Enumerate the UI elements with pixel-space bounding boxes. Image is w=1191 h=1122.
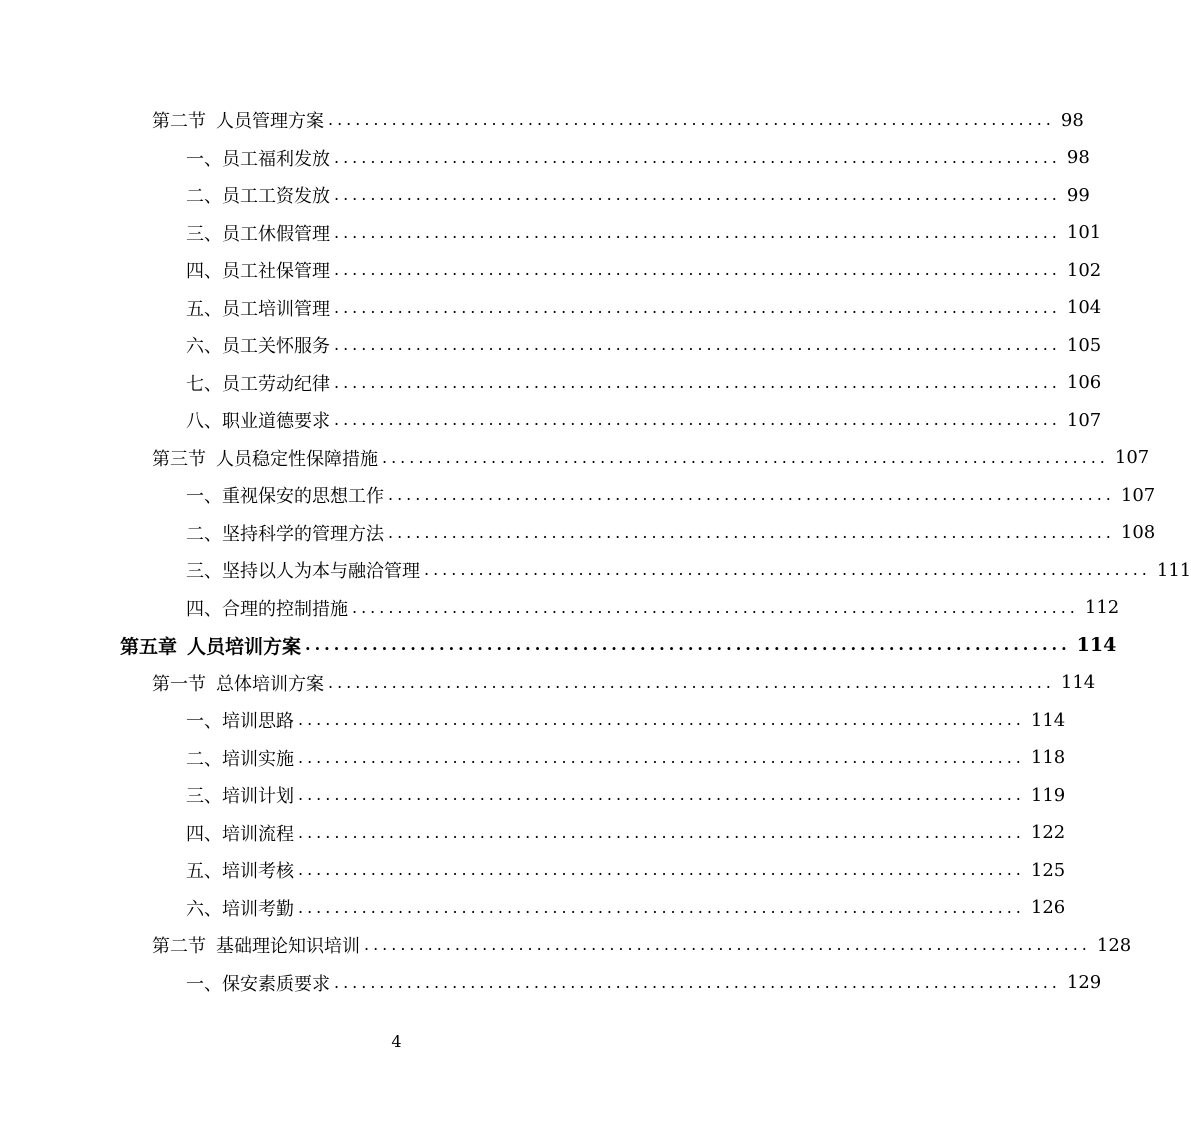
dot-leader: ................................................................................ bbox=[298, 860, 1025, 879]
toc-entry-page: 105 bbox=[1066, 334, 1102, 356]
toc-entry-label bbox=[186, 782, 298, 808]
toc-entry-title: 员工关怀服务 bbox=[222, 336, 330, 357]
toc-entry-page: 107 bbox=[1120, 484, 1156, 506]
dot-leader: ................................................................................ bbox=[298, 785, 1025, 804]
dot-leader: ................................................................................ bbox=[352, 597, 1079, 617]
toc-entry-item[interactable] bbox=[186, 818, 1066, 848]
toc-entry-page: 122 bbox=[1030, 822, 1066, 843]
toc-entry-item[interactable] bbox=[186, 705, 1066, 735]
dot-leader: ................................................................................ bbox=[334, 372, 1061, 392]
dot-leader: ................................................................................ bbox=[334, 222, 1061, 242]
toc-entry-page: 111 bbox=[1156, 559, 1191, 581]
toc-entry-label bbox=[152, 445, 382, 471]
toc-entry-title: 职业道德要求 bbox=[222, 411, 330, 432]
toc-entry-prefix: 一、 bbox=[186, 711, 222, 732]
toc-entry-title: 坚持科学的管理方法 bbox=[222, 523, 384, 545]
toc-entry-prefix: 四、 bbox=[186, 823, 222, 845]
toc-entry-prefix: 三、 bbox=[186, 561, 222, 582]
dot-leader: ................................................................................ bbox=[334, 335, 1061, 354]
toc-entry-title: 基础理论知识培训 bbox=[216, 936, 360, 957]
toc-entry-item[interactable] bbox=[186, 255, 1102, 285]
toc-entry-page: 114 bbox=[1030, 709, 1066, 731]
dot-leader: ................................................................................ bbox=[298, 897, 1025, 917]
toc-entry-title: 员工福利发放 bbox=[222, 148, 330, 170]
toc-entry-page: 101 bbox=[1066, 222, 1102, 243]
toc-entry-label bbox=[152, 670, 328, 696]
toc-entry-title: 培训流程 bbox=[222, 823, 294, 845]
toc-entry-section[interactable] bbox=[152, 930, 1132, 960]
toc-entry-label bbox=[186, 595, 352, 621]
toc-entry-prefix: 第二节 bbox=[152, 111, 206, 132]
toc-entry-page: 114 bbox=[1060, 672, 1096, 693]
toc-entry-page: 129 bbox=[1066, 972, 1102, 993]
toc-entry-label bbox=[186, 745, 298, 771]
toc-entry-prefix: 七、 bbox=[186, 373, 222, 395]
toc-entry-label bbox=[186, 295, 334, 321]
toc-entry-title: 培训实施 bbox=[222, 748, 294, 770]
dot-leader: ................................................................................ bbox=[298, 747, 1025, 767]
toc-entry-item[interactable] bbox=[186, 780, 1066, 810]
toc-entry-item[interactable] bbox=[186, 218, 1102, 248]
toc-entry-label bbox=[186, 182, 334, 208]
toc-entry-prefix: 五、 bbox=[186, 298, 222, 320]
toc-entry-label bbox=[186, 257, 334, 283]
toc-entry-label bbox=[152, 932, 364, 958]
toc-entry-page: 107 bbox=[1114, 447, 1150, 468]
toc-entry-title: 员工休假管理 bbox=[222, 223, 330, 245]
toc-entry-title: 员工培训管理 bbox=[222, 298, 330, 320]
dot-leader: ................................................................................ bbox=[328, 110, 1055, 129]
toc-entry-page: 119 bbox=[1030, 784, 1066, 806]
toc-entry-prefix: 四、 bbox=[186, 261, 222, 282]
toc-entry-section[interactable] bbox=[152, 443, 1150, 473]
toc-entry-item[interactable] bbox=[186, 143, 1090, 173]
toc-entry-title: 培训考勤 bbox=[222, 898, 294, 920]
toc-entry-page: 112 bbox=[1084, 597, 1120, 618]
toc-entry-section[interactable] bbox=[152, 105, 1084, 135]
toc-entry-prefix: 一、 bbox=[186, 973, 222, 995]
toc-entry-prefix: 一、 bbox=[186, 486, 222, 507]
toc-entry-item[interactable] bbox=[186, 743, 1066, 773]
toc-entry-page: 118 bbox=[1030, 747, 1066, 768]
toc-entry-prefix: 第一节 bbox=[152, 673, 206, 695]
toc-entry-prefix: 三、 bbox=[186, 786, 222, 807]
toc-entry-label bbox=[186, 370, 334, 396]
dot-leader: ................................................................................ bbox=[305, 635, 1071, 654]
toc-entry-page: 108 bbox=[1120, 522, 1156, 543]
toc-entry-title: 人员培训方案 bbox=[187, 635, 302, 658]
toc-entry-prefix: 二、 bbox=[186, 186, 222, 207]
toc-entry-title: 人员稳定性保障措施 bbox=[216, 448, 378, 470]
toc-entry-title: 总体培训方案 bbox=[216, 673, 324, 695]
toc-entry-prefix: 八、 bbox=[186, 411, 222, 432]
toc-entry-prefix: 四、 bbox=[186, 598, 222, 620]
toc-entry-label bbox=[186, 857, 298, 883]
toc-entry-prefix: 六、 bbox=[186, 898, 222, 920]
toc-entry-prefix: 二、 bbox=[186, 748, 222, 770]
toc-entry-title: 员工工资发放 bbox=[222, 186, 330, 207]
dot-leader: ................................................................................ bbox=[334, 410, 1061, 429]
toc-entry-prefix: 六、 bbox=[186, 336, 222, 357]
dot-leader: ................................................................................ bbox=[382, 447, 1109, 467]
toc-entry-prefix: 第五章 bbox=[120, 635, 178, 658]
toc-entry-page: 114 bbox=[1076, 634, 1117, 656]
dot-leader: ................................................................................ bbox=[334, 185, 1061, 204]
toc-entry-page: 99 bbox=[1066, 184, 1090, 206]
toc-entry-item[interactable] bbox=[186, 518, 1156, 548]
toc-entry-prefix: 第三节 bbox=[152, 448, 206, 470]
toc-entry-page: 125 bbox=[1030, 859, 1066, 881]
dot-leader: ................................................................................ bbox=[334, 297, 1061, 317]
dot-leader: ................................................................................ bbox=[364, 935, 1091, 954]
toc-entry-item[interactable] bbox=[186, 855, 1066, 885]
dot-leader: ................................................................................ bbox=[334, 260, 1061, 279]
toc-entry-label bbox=[186, 820, 298, 846]
toc-entry-page: 126 bbox=[1030, 897, 1066, 918]
toc-entry-page: 106 bbox=[1066, 372, 1102, 393]
dot-leader: ................................................................................ bbox=[328, 672, 1055, 692]
page-number: 4 bbox=[391, 1032, 402, 1051]
toc-entry-title: 合理的控制措施 bbox=[222, 598, 348, 620]
toc-entry-prefix: 二、 bbox=[186, 523, 222, 545]
toc-entry-item[interactable] bbox=[186, 368, 1102, 398]
toc-entry-item[interactable] bbox=[186, 893, 1066, 923]
toc-entry-title: 培训考核 bbox=[222, 861, 294, 882]
dot-leader: ................................................................................ bbox=[388, 485, 1115, 504]
toc-entry-page: 98 bbox=[1066, 147, 1090, 168]
toc-entry-page: 104 bbox=[1066, 297, 1102, 318]
toc-entry-title: 培训思路 bbox=[222, 711, 294, 732]
toc-entry-label bbox=[120, 632, 305, 659]
toc-entry-item[interactable] bbox=[186, 293, 1102, 323]
toc-entry-item[interactable] bbox=[186, 180, 1090, 210]
toc-entry-item[interactable] bbox=[186, 405, 1102, 435]
toc-entry-label bbox=[186, 332, 334, 358]
toc-entry-prefix: 一、 bbox=[186, 148, 222, 170]
toc-entry-title: 员工社保管理 bbox=[222, 261, 330, 282]
toc-entry-label bbox=[186, 407, 334, 433]
toc-entry-page: 102 bbox=[1066, 259, 1102, 281]
toc-entry-label bbox=[186, 895, 298, 921]
dot-leader: ................................................................................ bbox=[298, 710, 1025, 729]
toc-entry-page: 128 bbox=[1096, 934, 1132, 956]
toc-entry-prefix: 三、 bbox=[186, 223, 222, 245]
toc-entry-prefix: 第二节 bbox=[152, 936, 206, 957]
toc-entry-label bbox=[186, 145, 334, 171]
toc-entry-label bbox=[186, 970, 334, 996]
toc-entry-title: 人员管理方案 bbox=[216, 111, 324, 132]
toc-entry-title: 员工劳动纪律 bbox=[222, 373, 330, 395]
dot-leader: ................................................................................ bbox=[334, 972, 1061, 992]
toc-entry-title: 培训计划 bbox=[222, 786, 294, 807]
dot-leader: ................................................................................ bbox=[388, 522, 1115, 542]
toc-entry-chapter[interactable] bbox=[120, 630, 1117, 660]
dot-leader: ................................................................................ bbox=[424, 560, 1151, 579]
toc-entry-title: 坚持以人为本与融洽管理 bbox=[222, 561, 420, 582]
dot-leader: ................................................................................ bbox=[334, 147, 1061, 167]
toc-entry-label bbox=[186, 520, 388, 546]
toc-entry-label bbox=[186, 707, 298, 733]
toc-entry-page: 107 bbox=[1066, 409, 1102, 431]
dot-leader: ................................................................................ bbox=[298, 822, 1025, 842]
toc-entry-section[interactable] bbox=[152, 668, 1096, 698]
toc-entry-label bbox=[186, 482, 388, 508]
toc-entry-label bbox=[152, 107, 328, 133]
toc-entry-prefix: 五、 bbox=[186, 861, 222, 882]
toc-entry-item[interactable] bbox=[186, 968, 1102, 998]
toc-entry-item[interactable] bbox=[186, 593, 1120, 623]
toc-entry-title: 保安素质要求 bbox=[222, 973, 330, 995]
toc-entry-item[interactable] bbox=[186, 480, 1156, 510]
toc-entry-item[interactable] bbox=[186, 330, 1102, 360]
toc-entry-title: 重视保安的思想工作 bbox=[222, 486, 384, 507]
toc-entry-page: 98 bbox=[1060, 109, 1084, 131]
toc-entry-label bbox=[186, 220, 334, 246]
toc-entry-item[interactable] bbox=[186, 555, 1191, 585]
toc-entry-label bbox=[186, 557, 424, 583]
